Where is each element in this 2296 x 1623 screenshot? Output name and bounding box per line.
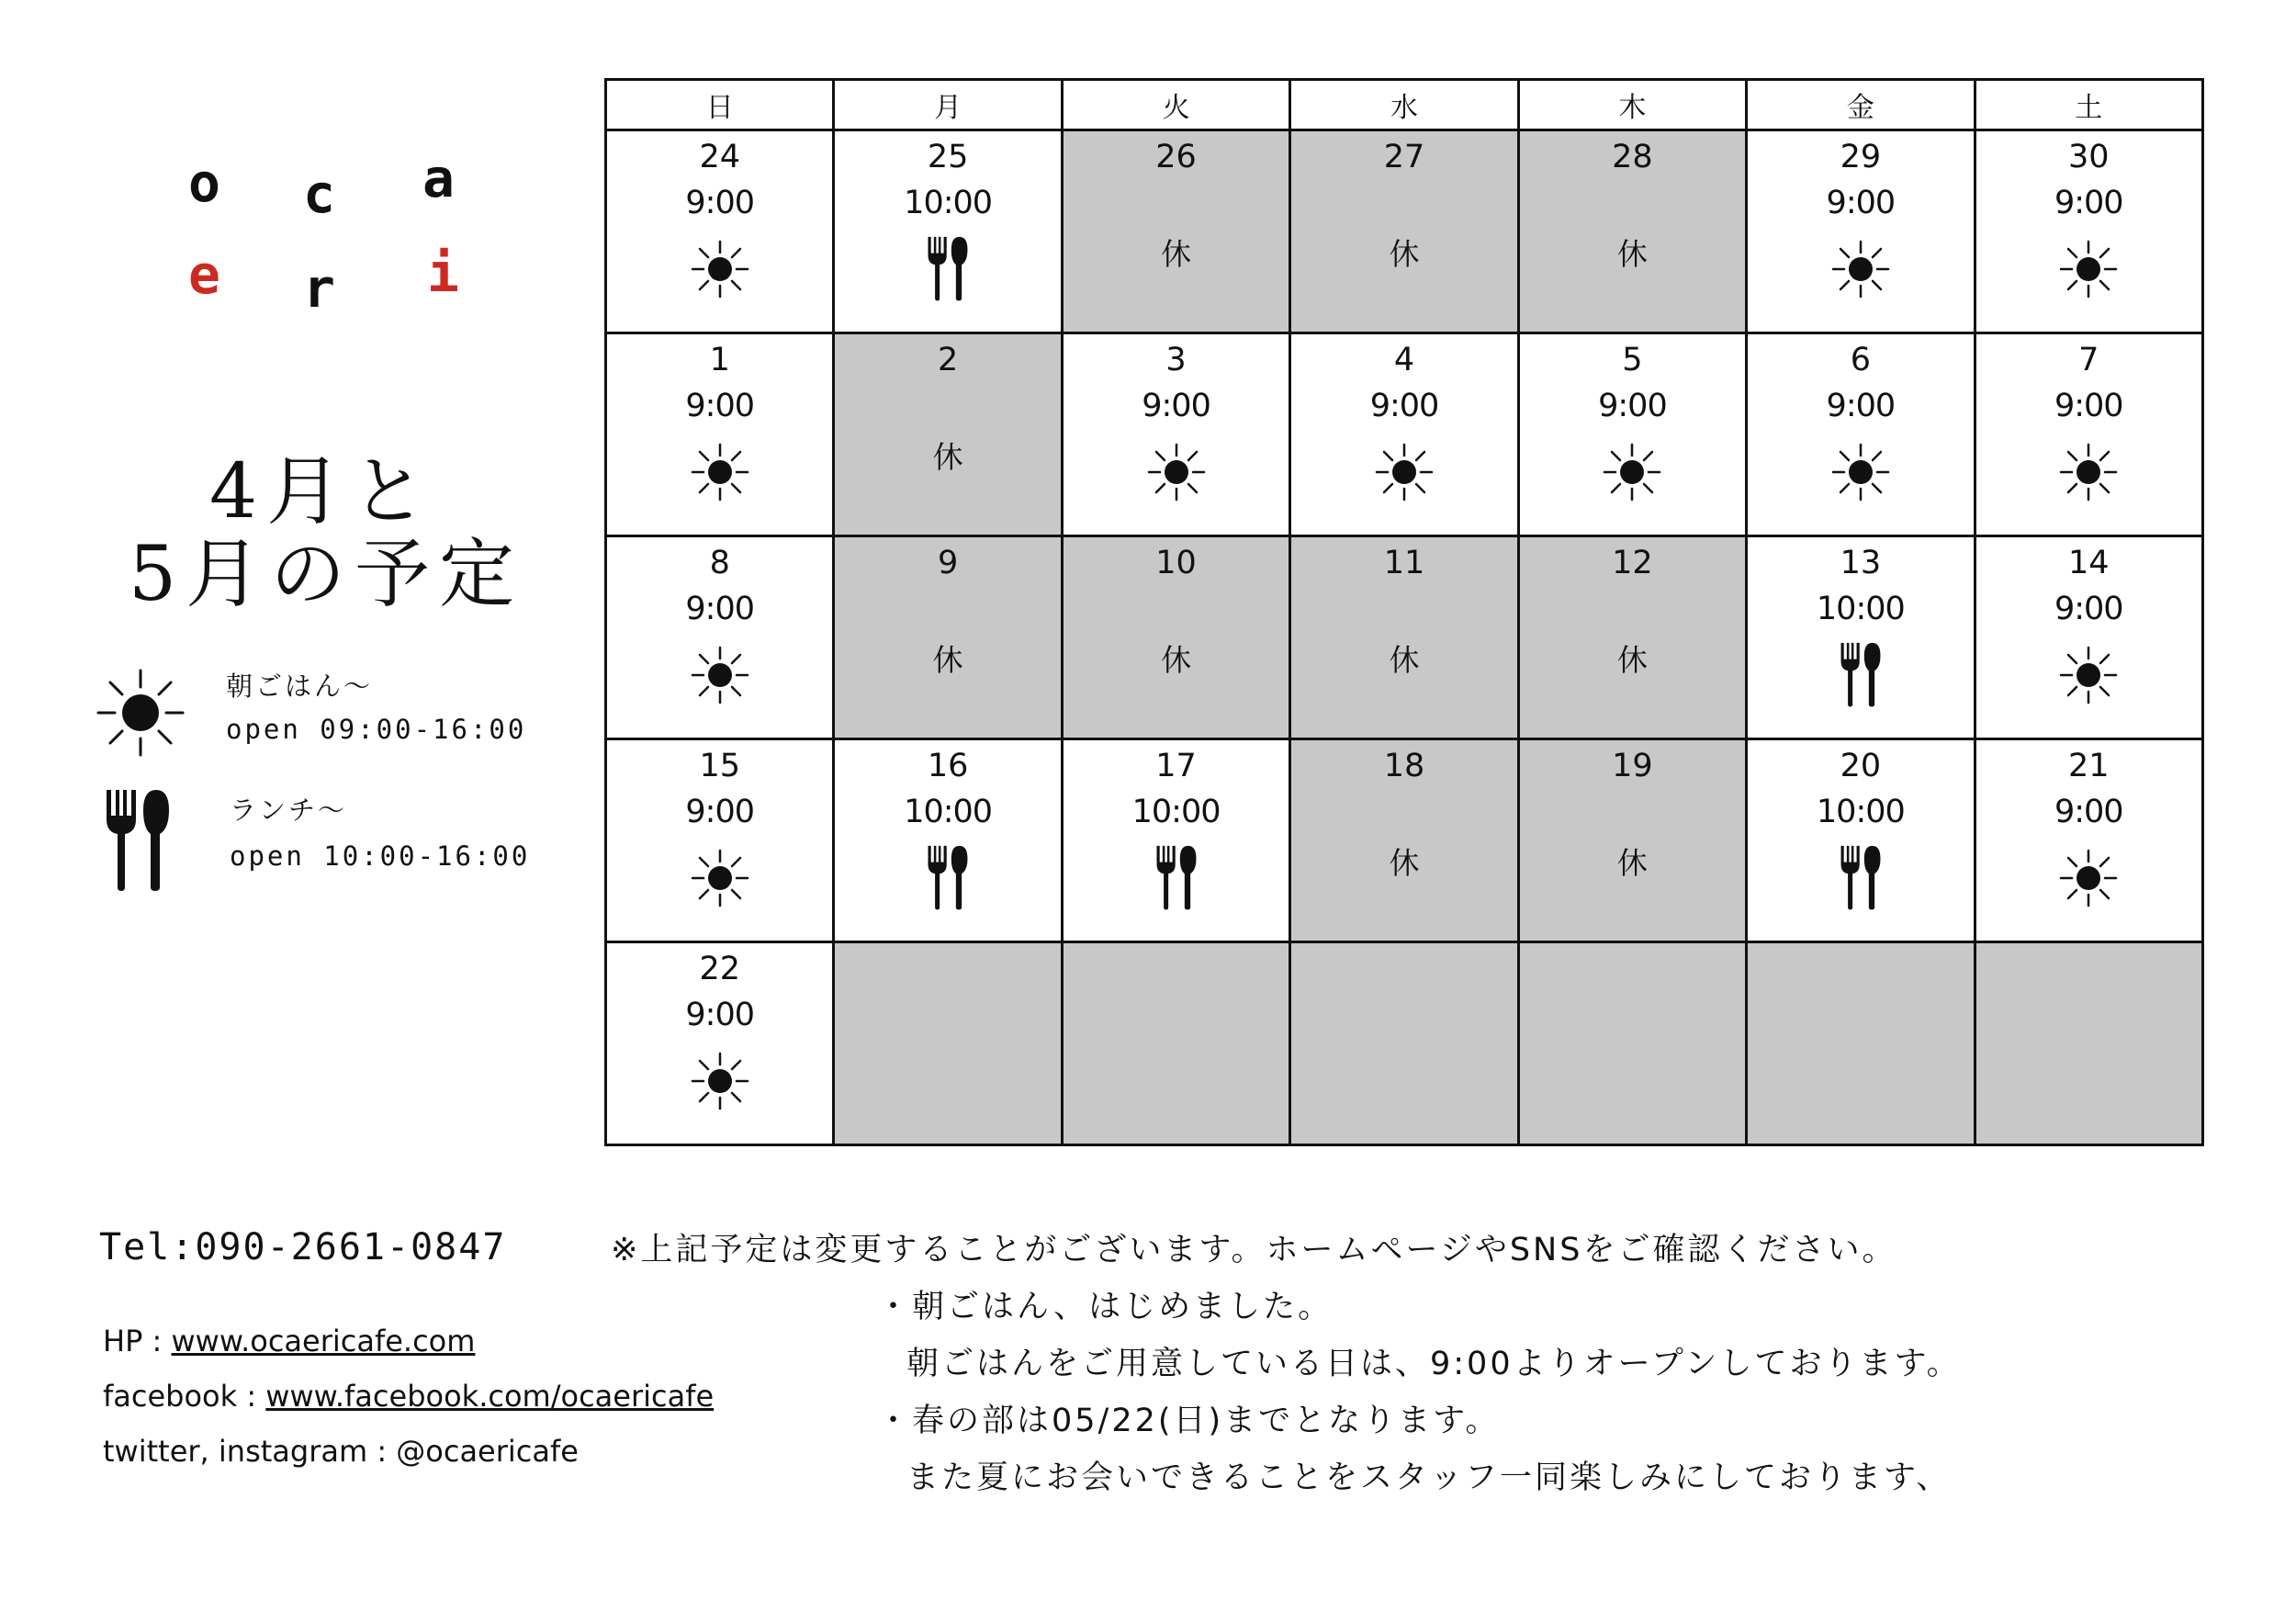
- closed-label: 休: [1616, 642, 1648, 678]
- calendar-cell: [1064, 740, 1291, 943]
- sun-icon: [1603, 443, 1661, 505]
- weekday-header: 金: [1748, 81, 1975, 131]
- logo-letter-i: i: [427, 242, 459, 304]
- open-time: 9:00: [1826, 388, 1896, 424]
- day-number: 15: [699, 748, 740, 784]
- calendar-grid: [604, 78, 2204, 1146]
- calendar-cell: [1520, 537, 1748, 740]
- closed-label: 休: [932, 642, 963, 678]
- sun-icon: [691, 443, 749, 505]
- logo-letter-r: r: [303, 257, 335, 320]
- day-number: 3: [1165, 342, 1187, 378]
- calendar-cell-empty: [1976, 943, 2204, 1146]
- notes: [611, 1222, 1962, 1506]
- open-time: 9:00: [1598, 388, 1667, 424]
- closed-label: 休: [1389, 236, 1420, 272]
- fork-spoon-icon: [1839, 640, 1883, 712]
- day-number: 9: [937, 545, 959, 581]
- facebook-label: facebook :: [103, 1379, 266, 1414]
- calendar-cell-empty: [1064, 943, 1291, 1146]
- day-number: 21: [2068, 748, 2110, 784]
- hp-link[interactable]: www.ocaericafe.com: [171, 1324, 476, 1358]
- day-number: 19: [1612, 748, 1653, 784]
- calendar-cell: [835, 334, 1063, 537]
- calendar-cell: [607, 131, 835, 334]
- weekday-header: 木: [1520, 81, 1748, 131]
- fork-spoon-icon: [926, 234, 970, 306]
- open-time: 9:00: [2054, 591, 2123, 627]
- day-number: 12: [1612, 545, 1653, 581]
- weekday-header: 土: [1976, 81, 2204, 131]
- logo: [174, 147, 487, 321]
- day-number: 16: [927, 748, 969, 784]
- note-line-4: ・春の部は05/22(日)までとなります。: [877, 1403, 1501, 1439]
- calendar-cell: [607, 943, 835, 1146]
- day-number: 22: [699, 951, 740, 987]
- day-number: 20: [1840, 748, 1882, 784]
- day-number: 29: [1840, 139, 1882, 175]
- fork-spoon-icon: [103, 788, 173, 891]
- fork-spoon-icon: [1154, 843, 1199, 915]
- day-number: 18: [1383, 748, 1425, 784]
- day-number: 17: [1155, 748, 1197, 784]
- day-number: 28: [1612, 139, 1653, 175]
- calendar-cell: [1291, 537, 1519, 740]
- calendar-cell: [835, 131, 1063, 334]
- calendar-cell: [1064, 537, 1291, 740]
- calendar-cell: [1748, 537, 1975, 740]
- sun-icon: [96, 669, 185, 757]
- day-number: 30: [2068, 139, 2110, 175]
- sns-line: twitter, instagram : @ocaericafe: [103, 1434, 579, 1469]
- open-time: 10:00: [1816, 794, 1905, 830]
- closed-label: 休: [1389, 642, 1420, 678]
- sun-icon: [1831, 240, 1890, 302]
- day-number: 2: [937, 342, 959, 378]
- calendar-cell-empty: [835, 943, 1063, 1146]
- open-time: 9:00: [1142, 388, 1210, 424]
- note-line-5: また夏にお会いできることをスタッフ一同楽しみにしております、: [906, 1460, 1952, 1496]
- day-number: 27: [1383, 139, 1425, 175]
- open-time: 9:00: [2054, 388, 2123, 424]
- calendar-cell: [1748, 334, 1975, 537]
- sun-icon: [1375, 443, 1434, 505]
- day-number: 13: [1840, 545, 1882, 581]
- open-time: 9:00: [2054, 794, 2123, 830]
- sun-icon: [691, 240, 749, 302]
- logo-letter-c: c: [303, 163, 335, 225]
- sun-icon: [1831, 443, 1890, 505]
- calendar-cell: [1064, 131, 1291, 334]
- calendar-cell-empty: [1748, 943, 1975, 1146]
- calendar-cell: [1520, 131, 1748, 334]
- calendar-cell: [1520, 334, 1748, 537]
- logo-letter-e: e: [188, 243, 220, 306]
- facebook-link[interactable]: www.facebook.com/ocaericafe: [265, 1379, 715, 1414]
- open-time: 10:00: [1131, 794, 1221, 830]
- sun-icon: [691, 646, 749, 708]
- closed-label: 休: [932, 439, 963, 475]
- sun-icon: [1147, 443, 1206, 505]
- calendar-cell-empty: [1520, 943, 1748, 1146]
- legend-breakfast-hours: open 09:00-16:00: [226, 714, 527, 745]
- day-number: 26: [1155, 139, 1197, 175]
- sun-icon: [691, 849, 749, 911]
- logo-letter-a: a: [422, 147, 455, 209]
- fork-spoon-icon: [1839, 843, 1883, 915]
- logo-letter-o: o: [188, 152, 220, 214]
- day-number: 11: [1383, 545, 1425, 581]
- open-time: 9:00: [2054, 185, 2123, 221]
- open-time: 9:00: [1826, 185, 1896, 221]
- closed-label: 休: [1616, 845, 1648, 881]
- calendar-cell: [1976, 537, 2204, 740]
- day-number: 4: [1393, 342, 1415, 378]
- calendar-cell: [1291, 131, 1519, 334]
- calendar-cell: [1291, 334, 1519, 537]
- closed-label: 休: [1616, 236, 1648, 272]
- calendar-cell: [1064, 334, 1291, 537]
- day-number: 5: [1622, 342, 1643, 378]
- open-time: 9:00: [685, 794, 755, 830]
- weekday-header: 日: [607, 81, 835, 131]
- calendar-cell: [1748, 131, 1975, 334]
- note-line-3: 朝ごはんをご用意している日は、9:00よりオープンしております。: [906, 1346, 1962, 1382]
- sun-icon: [2059, 849, 2118, 911]
- closed-label: 休: [1161, 236, 1192, 272]
- sun-icon: [691, 1052, 749, 1114]
- day-number: 8: [709, 545, 730, 581]
- day-number: 1: [709, 342, 730, 378]
- closed-label: 休: [1389, 845, 1420, 881]
- title-line-2: 5月の予定: [129, 531, 524, 618]
- legend-lunch-label: ランチ〜: [230, 795, 348, 826]
- open-time: 10:00: [1816, 591, 1905, 627]
- weekday-header: 月: [835, 81, 1063, 131]
- legend-lunch-hours: open 10:00-16:00: [230, 840, 531, 872]
- calendar-cell: [835, 740, 1063, 943]
- open-time: 9:00: [685, 388, 755, 424]
- calendar-cell: [607, 334, 835, 537]
- open-time: 9:00: [1369, 388, 1439, 424]
- hp-label: HP :: [103, 1324, 172, 1358]
- calendar-cell: [1520, 740, 1748, 943]
- calendar-cell: [1976, 334, 2204, 537]
- title-line-1: 4月と: [209, 448, 436, 535]
- calendar-cell: [835, 537, 1063, 740]
- open-time: 9:00: [685, 185, 755, 221]
- day-number: 14: [2068, 545, 2110, 581]
- legend-breakfast-label: 朝ごはん〜: [226, 671, 374, 702]
- note-line-2: ・朝ごはん、はじめました。: [877, 1289, 1334, 1325]
- day-number: 10: [1155, 545, 1197, 581]
- open-time: 9:00: [685, 997, 755, 1033]
- day-number: 25: [927, 139, 969, 175]
- calendar-cell: [1976, 131, 2204, 334]
- calendar-cell: [607, 740, 835, 943]
- fork-spoon-icon: [926, 843, 970, 915]
- note-line-1: ※上記予定は変更することがございます。ホームページやSNSをご確認ください。: [611, 1232, 1897, 1268]
- day-number: 7: [2078, 342, 2099, 378]
- open-time: 9:00: [685, 591, 755, 627]
- open-time: 10:00: [904, 794, 993, 830]
- open-time: 10:00: [904, 185, 993, 221]
- sun-icon: [2059, 646, 2118, 708]
- calendar-cell: [607, 537, 835, 740]
- sun-icon: [2059, 240, 2118, 302]
- weekday-header: 水: [1291, 81, 1519, 131]
- phone-number: Tel:090-2661-0847: [99, 1226, 507, 1268]
- closed-label: 休: [1161, 642, 1192, 678]
- weekday-header: 火: [1064, 81, 1291, 131]
- calendar-cell: [1291, 740, 1519, 943]
- day-number: 24: [699, 139, 740, 175]
- day-number: 6: [1850, 342, 1871, 378]
- sun-icon: [2059, 443, 2118, 505]
- calendar-cell: [1976, 740, 2204, 943]
- calendar-cell-empty: [1291, 943, 1519, 1146]
- calendar-cell: [1748, 740, 1975, 943]
